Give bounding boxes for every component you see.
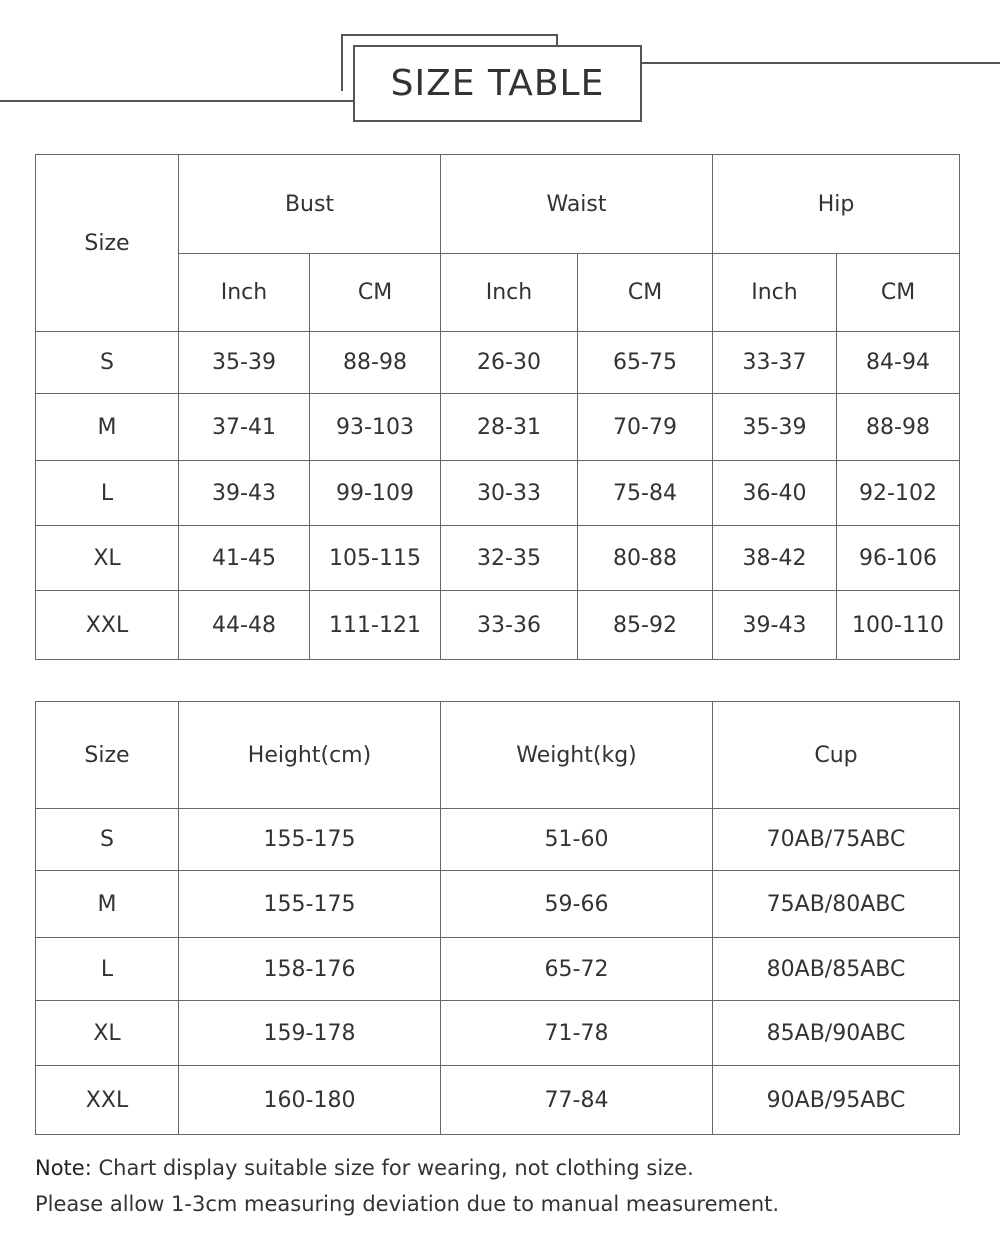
notes (35, 1150, 779, 1222)
size-cell: XXL (36, 1066, 179, 1135)
value-cell: 96-106 (837, 526, 960, 591)
weight-cell: 51-60 (441, 809, 713, 871)
value-cell: 41-45 (179, 526, 310, 591)
weight-cell: 59-66 (441, 871, 713, 938)
value-cell: 85-92 (578, 591, 713, 660)
table-row (36, 871, 960, 938)
weight-cell: 77-84 (441, 1066, 713, 1135)
fit-table (35, 701, 960, 1135)
value-cell: 88-98 (837, 394, 960, 461)
cup-cell: 70AB/75ABC (713, 809, 960, 871)
height-cell: 155-175 (179, 809, 441, 871)
value-cell: 99-109 (310, 461, 441, 526)
note-text: Chart display suitable size for wearing, not clothing size. (91, 1156, 694, 1180)
size-cell: XL (36, 526, 179, 591)
cup-cell: 85AB/90ABC (713, 1001, 960, 1066)
table-row (36, 394, 960, 461)
value-cell: 92-102 (837, 461, 960, 526)
size-cell: XXL (36, 591, 179, 660)
unit-header: CM (837, 254, 960, 332)
bust-header: Bust (179, 155, 441, 254)
height-cell: 158-176 (179, 938, 441, 1001)
value-cell: 39-43 (713, 591, 837, 660)
size-cell: S (36, 332, 179, 394)
table-row (36, 526, 960, 591)
weight-cell: 65-72 (441, 938, 713, 1001)
unit-header: Inch (441, 254, 578, 332)
weight-cell: 71-78 (441, 1001, 713, 1066)
weight-header: Weight(kg) (441, 702, 713, 809)
unit-header: CM (310, 254, 441, 332)
value-cell: 65-75 (578, 332, 713, 394)
value-cell: 38-42 (713, 526, 837, 591)
table-row (36, 1066, 960, 1135)
page-title: SIZE TABLE (390, 63, 605, 104)
value-cell: 93-103 (310, 394, 441, 461)
value-cell: 33-36 (441, 591, 578, 660)
value-cell: 35-39 (713, 394, 837, 461)
value-cell: 33-37 (713, 332, 837, 394)
table-row (36, 1001, 960, 1066)
size-cell: L (36, 938, 179, 1001)
table-row (36, 332, 960, 394)
value-cell: 26-30 (441, 332, 578, 394)
cup-cell: 90AB/95ABC (713, 1066, 960, 1135)
cup-header: Cup (713, 702, 960, 809)
table-row (36, 461, 960, 526)
hip-header: Hip (713, 155, 960, 254)
value-cell: 37-41 (179, 394, 310, 461)
value-cell: 36-40 (713, 461, 837, 526)
table-row (36, 591, 960, 660)
value-cell: 75-84 (578, 461, 713, 526)
size-cell: S (36, 809, 179, 871)
value-cell: 80-88 (578, 526, 713, 591)
unit-header: Inch (179, 254, 310, 332)
note-line-2: Please allow 1-3cm measuring deviation due to manual measurement. (35, 1192, 780, 1216)
size-header: Size (36, 702, 179, 809)
size-cell: M (36, 394, 179, 461)
height-header: Height(cm) (179, 702, 441, 809)
value-cell: 28-31 (441, 394, 578, 461)
value-cell: 100-110 (837, 591, 960, 660)
unit-header: CM (578, 254, 713, 332)
size-header: Size (36, 155, 179, 332)
waist-header: Waist (441, 155, 713, 254)
note-label: Note: (35, 1156, 92, 1180)
value-cell: 70-79 (578, 394, 713, 461)
table-row (36, 809, 960, 871)
height-cell: 160-180 (179, 1066, 441, 1135)
unit-header: Inch (713, 254, 837, 332)
value-cell: 30-33 (441, 461, 578, 526)
value-cell: 35-39 (179, 332, 310, 394)
height-cell: 155-175 (179, 871, 441, 938)
title-rule-right (608, 62, 1000, 64)
size-cell: L (36, 461, 179, 526)
size-cell: M (36, 871, 179, 938)
table-row (36, 938, 960, 1001)
measurement-table (35, 154, 960, 660)
size-cell: XL (36, 1001, 179, 1066)
title-rule-left (0, 100, 392, 102)
value-cell: 44-48 (179, 591, 310, 660)
value-cell: 105-115 (310, 526, 441, 591)
cup-cell: 80AB/85ABC (713, 938, 960, 1001)
value-cell: 39-43 (179, 461, 310, 526)
value-cell: 111-121 (310, 591, 441, 660)
value-cell: 32-35 (441, 526, 578, 591)
value-cell: 84-94 (837, 332, 960, 394)
height-cell: 159-178 (179, 1001, 441, 1066)
cup-cell: 75AB/80ABC (713, 871, 960, 938)
note-line-1 (35, 1150, 779, 1186)
value-cell: 88-98 (310, 332, 441, 394)
